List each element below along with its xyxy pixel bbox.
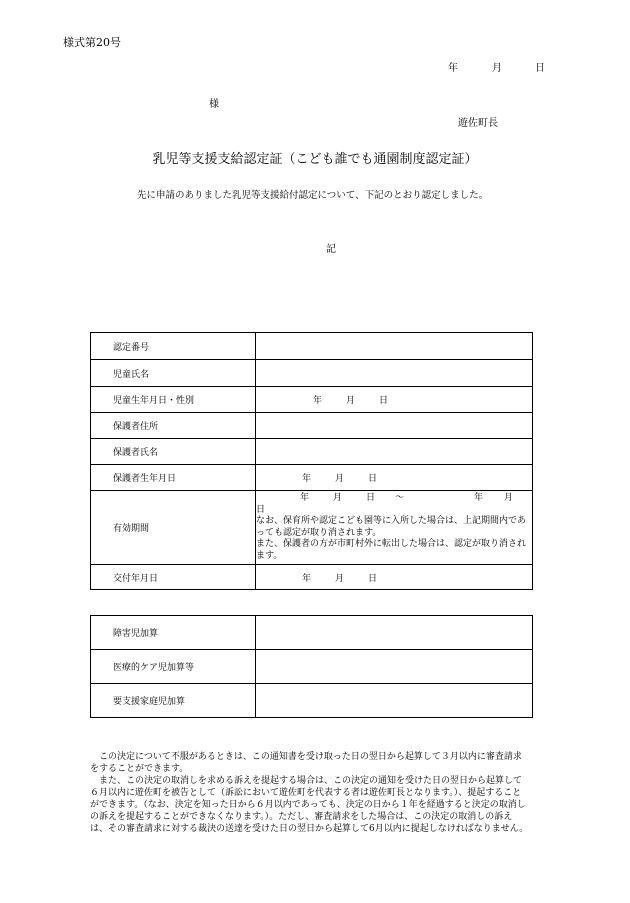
table-row [91, 387, 533, 413]
date-year-label: 年 [448, 63, 458, 74]
certification-number-value [256, 333, 533, 360]
table-row [91, 684, 533, 718]
month-label: 月 [504, 493, 514, 503]
day-label: 日 [256, 504, 266, 515]
valid-period-label: 有効期間 [91, 491, 256, 565]
date-day-label: 日 [535, 63, 545, 74]
medical-care-addition-value [256, 650, 533, 684]
medical-care-addition-label: 医療的ケア児加算等 [91, 650, 256, 684]
year-label: 年 [474, 493, 484, 503]
table-row [91, 491, 533, 565]
certification-table [90, 332, 533, 590]
date-month-label: 月 [492, 63, 502, 74]
valid-period-range [256, 493, 532, 505]
month-label: 月 [335, 573, 345, 584]
child-name-value [256, 360, 533, 387]
guardian-birthdate-label: 保護者生年月日 [91, 465, 256, 491]
document-title: 乳児等支援支給認定証（こども誰でも通園制度認定証） [152, 152, 478, 167]
guardian-address-value [256, 413, 533, 439]
disability-addition-label: 障害児加算 [91, 616, 256, 650]
guardian-name-value [256, 439, 533, 465]
support-family-addition-label: 要支援家庭児加算 [91, 684, 256, 718]
additions-table [90, 615, 533, 718]
child-birthdate-sex-label: 児童生年月日・性別 [91, 387, 256, 413]
child-name-label: 児童氏名 [91, 360, 256, 387]
issuer-name: 遊佐町長 [458, 118, 498, 129]
note-nursery: なお、保育所や認定こども園等に入所した場合は、上記期間内であっても認定が取り消されます。 [256, 516, 527, 538]
table-row [91, 413, 533, 439]
child-birthdate-sex-value [256, 387, 533, 413]
year-label: 年 [300, 493, 310, 503]
day-label: 日 [368, 573, 378, 584]
table-row [91, 360, 533, 387]
table-row [91, 439, 533, 465]
year-label: 年 [302, 573, 312, 584]
table-row [91, 465, 533, 491]
table-row [91, 616, 533, 650]
guardian-name-label: 保護者氏名 [91, 439, 256, 465]
year-label: 年 [302, 474, 312, 484]
appeal-notice-paragraph: この決定について不服があるときは、この通知書を受け取った日の翌日から起算して３月以内に審査請求をすることができます。 [90, 752, 522, 774]
note-move: また、保護者の方が市町村外に転出した場合は、認定が取り消されます。 [256, 539, 527, 561]
day-label: 日 [379, 396, 389, 406]
appeal-notice [90, 751, 530, 835]
issue-date-value [256, 565, 533, 590]
month-label: 月 [335, 474, 345, 484]
certification-number-label: 認定番号 [91, 333, 256, 360]
month-label: 月 [333, 493, 343, 503]
day-label: 日 [368, 474, 378, 484]
table-row [91, 333, 533, 360]
lawsuit-notice-paragraph: また、この決定の取消しを求める訴えを提起する場合は、この決定の通知を受けた日の翌日から起算して６月以内に遊佐町を被告として（訴訟において遊佐町を代表する者は遊佐町長となります。）、提起することができます。（なお、決定を知った日から６月以内であっても、決定の日から１年を経過すると決定の取消しの訴えを提起することができなくなります。）。ただし、審査請求をした場合は、この決定の取消しの訴えは、その審査請求に対する裁決の送達を受けた日の翌日から起算して6月以内に提起しなければなりません。 [90, 776, 529, 834]
guardian-address-label: 保護者住所 [91, 413, 256, 439]
year-label: 年 [313, 396, 323, 406]
disability-addition-value [256, 616, 533, 650]
form-number: 様式第20号 [63, 36, 121, 49]
period-tilde: ～ [395, 493, 405, 503]
guardian-birthdate-value [256, 465, 533, 491]
month-label: 月 [346, 396, 356, 406]
valid-period-value [256, 491, 533, 565]
ki-marker: 記 [326, 244, 336, 255]
table-row [91, 650, 533, 684]
issue-date-line [448, 59, 545, 74]
intro-text: 先に申請のありました乳児等支援給付認定について、下記のとおり認定しました。 [137, 190, 489, 201]
addressee-suffix: 様 [209, 99, 219, 110]
issue-date-label: 交付年月日 [91, 565, 256, 590]
table-row [91, 565, 533, 590]
support-family-addition-value [256, 684, 533, 718]
day-label: 日 [366, 493, 376, 503]
